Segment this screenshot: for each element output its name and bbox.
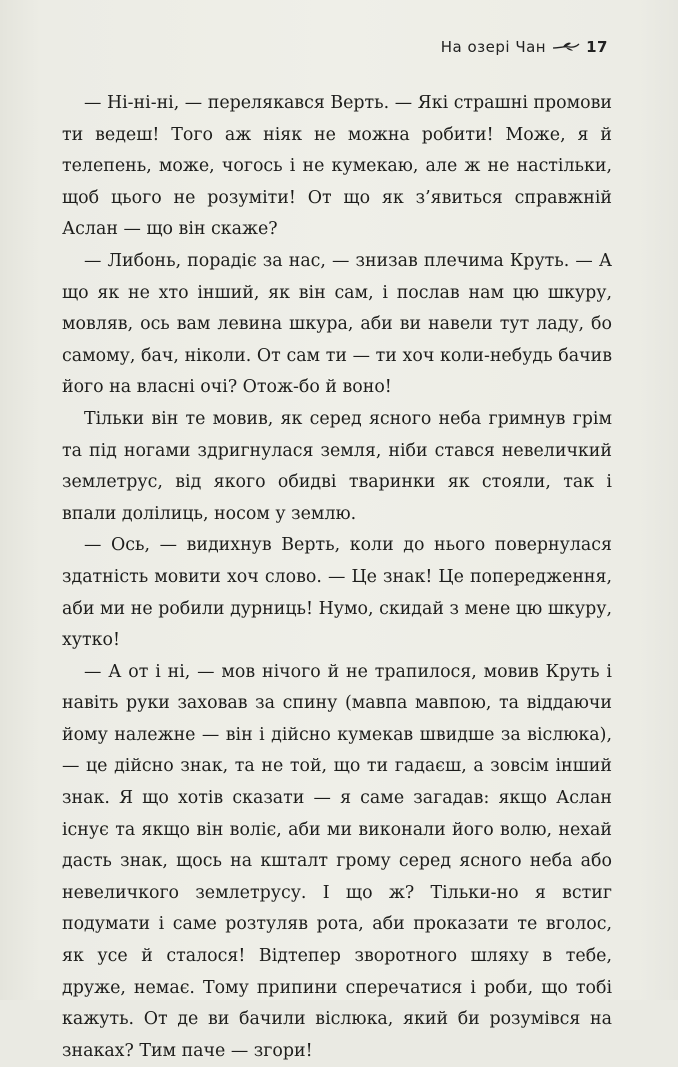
paragraph: — Либонь, порадіє за нас, — знизав плечима Круть. — А що як не хто інший, як він сам, і послав нам цю шкуру, мовляв, ось вам левина шкура, аби ви навели тут ладу, бо самому, бач, ніколи. От сам ти — ти хоч коли-небудь бачив його на власні очі? Отож-бо й воно! — [62, 250, 612, 398]
body-text — [62, 88, 612, 1067]
leaf-flourish-icon — [552, 41, 580, 53]
running-title: На озері Чан — [440, 38, 547, 56]
page-number: 17 — [586, 38, 608, 56]
paragraph: — А от і ні, — мов нічого й не трапилося, мовив Круть і навіть руки заховав за спину (мавпа мавпою, та віддаючи йому належне — він і дійсно кумекав швидше за віслюка), — це дійсно знак, та не той, що ти гадаєш, а зовсім інший знак. Я що хотів сказати — я саме загадав: якщо Аслан існує та якщо він воліє, аби ми виконали його волю, нехай дасть знак, щось на кшталт грому серед ясного неба або невеличкого землетрусу. І що ж? Тільки-но я встиг подумати і саме розтуляв рота, аби проказати те вголос, як усе й сталося! Відтепер зворотного шляху в тебе, друже, немає. Тому припини сперечатися і роби, що тобі кажуть. От де ви бачили віслюка, який би розумівся на знаках? Тим паче — згори! — [62, 661, 612, 1061]
paragraph: — Ось, — видихнув Верть, коли до нього повернулася здатність мовити хоч слово. — Це знак! Це попередження, аби ми не робили дурниць! Нумо, скидай з мене цю шкуру, хутко! — [62, 535, 612, 651]
paragraph: Тільки він те мовив, як серед ясного неба гримнув грім та під ногами здригнулася земля, ніби стався невеличкий землетрус, від якого обидві тваринки як стояли, так і впали долілиць, носом у землю. — [62, 408, 612, 524]
running-head — [441, 38, 608, 56]
paragraph: — Ні-ні-ні, — перелякався Верть. — Які страшні промови ти ведеш! Того аж ніяк не можна робити! Може, я й телепень, може, чогось і не кумекаю, але ж не настільки, щоб цього не розуміти! От що як з’явиться справжній Аслан — що він скаже? — [62, 93, 612, 240]
